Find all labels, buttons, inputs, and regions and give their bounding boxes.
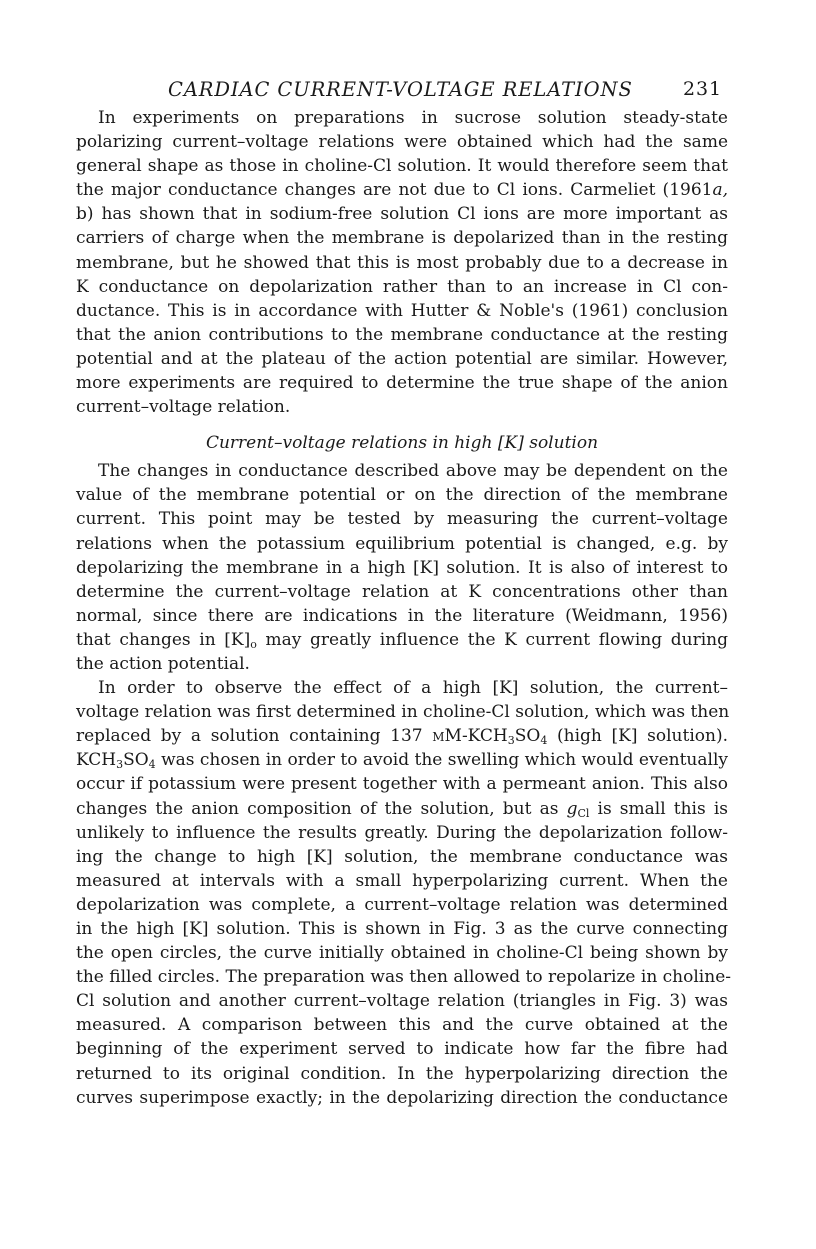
text-fragment: a, xyxy=(712,180,728,201)
text-fragment: was chosen in order to avoid the swelling which would eventually xyxy=(161,750,728,771)
paragraph-1 xyxy=(76,106,728,419)
text-line: relations when the potassium equilibrium potential is changed, e.g. by xyxy=(76,533,728,554)
subscript: 4 xyxy=(540,734,548,748)
text-line: current–voltage relation. xyxy=(76,397,291,418)
paragraph-2 xyxy=(76,459,728,676)
text-line: current. This point may be tested by measuring the current–voltage xyxy=(76,509,728,530)
running-title: CARDIAC CURRENT-VOLTAGE RELATIONS xyxy=(168,78,633,101)
text-line xyxy=(76,748,728,772)
text-line: depolarization was complete, a current–voltage relation was determined xyxy=(76,894,728,915)
text-line: that the anion contributions to the membrane conductance at the resting xyxy=(76,324,728,345)
text-line: measured at intervals with a small hyperpolarizing current. When the xyxy=(76,870,728,891)
text-line: ing the change to high [K] solution, the membrane conductance was xyxy=(76,846,728,867)
text-line: membrane, but he showed that this is most probably due to a decrease in xyxy=(76,252,728,273)
subscript: 3 xyxy=(116,758,124,772)
text-line: In order to observe the effect of a high [K] solution, the current– xyxy=(98,678,728,699)
text-fragment: KCH xyxy=(76,750,117,771)
subscript: Cl xyxy=(577,806,590,820)
text-fragment: replaced by a solution containing 137 xyxy=(76,726,423,747)
text-line: polarizing current–voltage relations were obtained which had the same xyxy=(76,132,728,153)
text-line: The changes in conductance described above may be dependent on the xyxy=(98,461,728,482)
text-line: occur if potassium were present together with a permeant anion. This also xyxy=(76,774,728,795)
text-line: determine the current–voltage relation at K concentrations other than xyxy=(76,581,728,602)
text-line xyxy=(76,178,728,202)
page-number: 231 xyxy=(683,78,722,100)
text-line: measured. A comparison between this and the curve obtained at the xyxy=(76,1015,728,1036)
text-line: ductance. This is in accordance with Hutter & Noble's (1961) conclusion xyxy=(76,300,728,321)
text-line: potential and at the plateau of the action potential are similar. However, xyxy=(76,348,728,369)
text-line: unlikely to influence the results greatly. During the depolarization follow- xyxy=(76,822,728,843)
subscript: 4 xyxy=(148,758,156,772)
subscript: o xyxy=(250,637,257,651)
text-line: returned to its original condition. In the hyperpolarizing direction the xyxy=(76,1063,728,1084)
text-line: b) has shown that in sodium-free solution Cl ions are more important as xyxy=(76,204,728,225)
section-heading: Current–voltage relations in high [K] solution xyxy=(205,433,599,454)
text-fragment: (high [K] solution). xyxy=(557,726,728,747)
text-line: Cl solution and another current–voltage relation (triangles in Fig. 3) was xyxy=(76,991,728,1012)
symbol: g xyxy=(566,798,578,819)
text-line xyxy=(76,797,728,821)
text-line xyxy=(76,724,728,748)
running-head xyxy=(76,78,728,106)
text-line xyxy=(76,628,728,652)
text-line: more experiments are required to determine the true shape of the anion xyxy=(76,373,728,394)
text-line: the action potential. xyxy=(76,653,250,674)
text-line: the open circles, the curve initially obtained in choline-Cl being shown by xyxy=(76,943,728,964)
text-line: the filled circles. The preparation was then allowed to repolarize in choline- xyxy=(76,967,731,988)
paragraph-3 xyxy=(76,676,731,1110)
text-line: K conductance on depolarization rather than to an increase in Cl con- xyxy=(76,276,728,297)
page xyxy=(76,78,731,1110)
text-fragment: is small this is xyxy=(597,798,728,819)
unit: mM xyxy=(432,726,462,747)
text-fragment: changes the anion composition of the solution, but as xyxy=(76,798,559,819)
text-line: In experiments on preparations in sucrose solution steady-state xyxy=(98,108,728,128)
subscript: 3 xyxy=(507,734,515,748)
text-fragment: may greatly influence the K current flowing during xyxy=(265,629,728,650)
text-line: beginning of the experiment served to indicate how far the fibre had xyxy=(76,1039,728,1060)
text-line: depolarizing the membrane in a high [K] solution. It is also of interest to xyxy=(76,557,728,578)
text-fragment: SO xyxy=(514,726,541,747)
text-fragment: -KCH xyxy=(461,726,508,747)
text-fragment: SO xyxy=(123,750,149,771)
text-line: general shape as those in choline-Cl solution. It would therefore seem that xyxy=(76,156,728,177)
text-line: voltage relation was first determined in choline-Cl solution, which was then xyxy=(76,702,730,723)
text-fragment: that changes in [K] xyxy=(76,629,251,650)
text-line: normal, since there are indications in the literature (Weidmann, 1956) xyxy=(76,605,728,626)
text-line: carriers of charge when the membrane is depolarized than in the resting xyxy=(76,228,728,249)
text-line: value of the membrane potential or on the direction of the membrane xyxy=(76,485,728,506)
text-fragment: the major conductance changes are not due to Cl ions. Carmeliet (1961 xyxy=(76,180,713,201)
text-line: curves superimpose exactly; in the depolarizing direction the conductance xyxy=(76,1087,728,1108)
text-line: in the high [K] solution. This is shown in Fig. 3 as the curve connecting xyxy=(76,919,728,939)
